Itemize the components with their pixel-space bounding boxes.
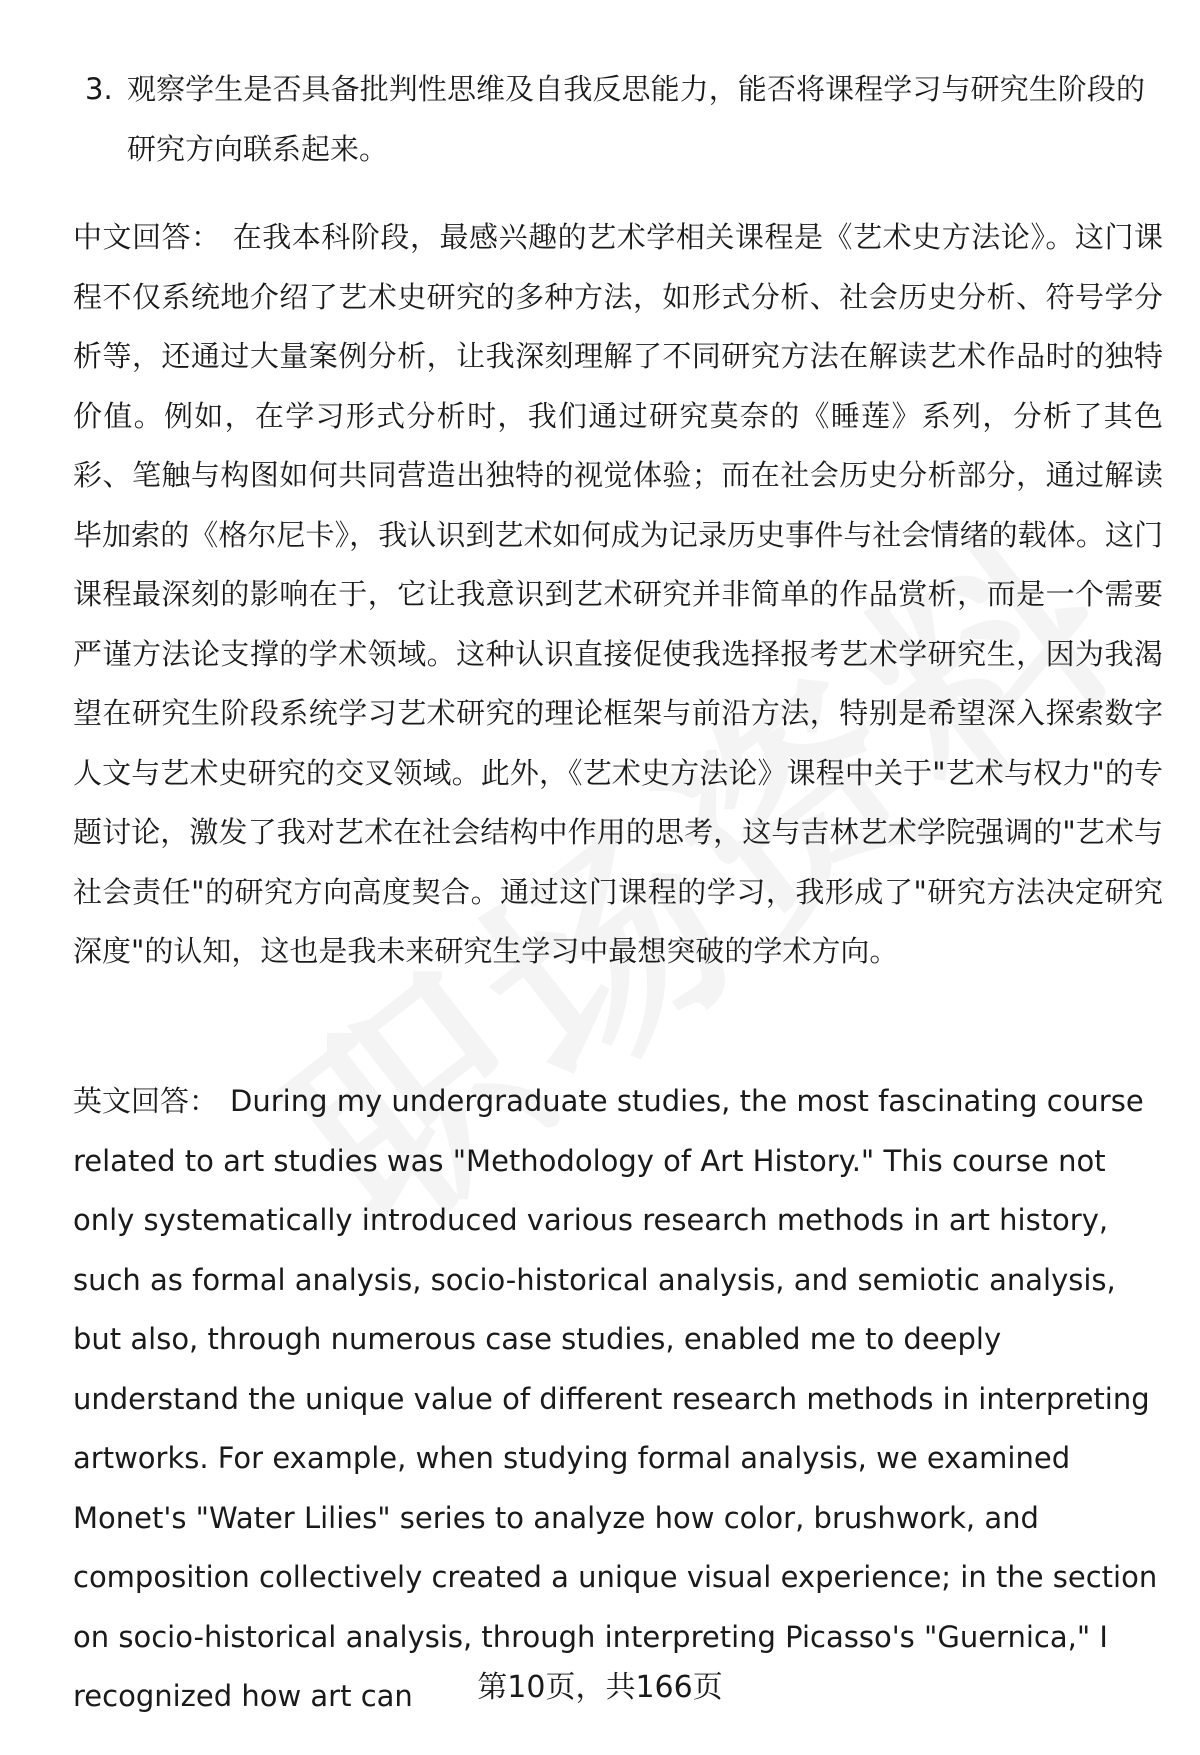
question-number: 3. bbox=[85, 72, 113, 106]
english-answer-text: During my undergraduate studies, the most fascinating course related to art studies was "Methodology of Art History." This course not only systematically introduced various research methods in art history, such as formal analysis, socio-historical analysis, and semiotic analysis, but also, through numerous case studies, enabled me to deeply understand the unique value of different research methods in interpreting artworks. For example, when studying formal analysis, we examined Monet's "Water Lilies" series to analyze how color, brushwork, and composition collectively created a unique visual experience; in the section on socio-historical analysis, through interpreting Picasso's "Guernica," I recognized how art can bbox=[73, 1084, 1158, 1713]
chinese-answer-paragraph bbox=[73, 208, 1163, 982]
chinese-answer-label: 中文回答： bbox=[73, 220, 221, 254]
chinese-answer-text: 在我本科阶段，最感兴趣的艺术学相关课程是《艺术史方法论》。这门课程不仅系统地介绍了艺术史研究的多种方法，如形式分析、社会历史分析、符号学分析等，还通过大量案例分析，让我深刻理解了不同研究方法在解读艺术作品时的独特价值。例如，在学习形式分析时，我们通过研究莫奈的《睡莲》系列，分析了其色彩、笔触与构图如何共同营造出独特的视觉体验；而在社会历史分析部分，通过解读毕加索的《格尔尼卡》，我认识到艺术如何成为记录历史事件与社会情绪的载体。这门课程最深刻的影响在于，它让我意识到艺术研究并非简单的作品赏析，而是一个需要严谨方法论支撑的学术领域。这种认识直接促使我选择报考艺术学研究生，因为我渴望在研究生阶段系统学习艺术研究的理论框架与前沿方法，特别是希望深入探索数字人文与艺术史研究的交叉领域。此外，《艺术史方法论》课程中关于"艺术与权力"的专题讨论，激发了我对艺术在社会结构中作用的思考，这与吉林艺术学院强调的"艺术与社会责任"的研究方向高度契合。通过这门课程的学习，我形成了"研究方法决定研究深度"的认知，这也是我未来研究生学习中最想突破的学术方向。 bbox=[73, 220, 1163, 968]
question-text: 观察学生是否具备批判性思维及自我反思能力，能否将课程学习与研究生阶段的研究方向联系起来。 bbox=[127, 72, 1145, 166]
question-item bbox=[85, 60, 1145, 179]
english-answer-paragraph bbox=[73, 1072, 1163, 1727]
english-answer-label: 英文回答： bbox=[73, 1084, 219, 1118]
page-indicator: 第10页，共166页 bbox=[477, 1670, 723, 1705]
